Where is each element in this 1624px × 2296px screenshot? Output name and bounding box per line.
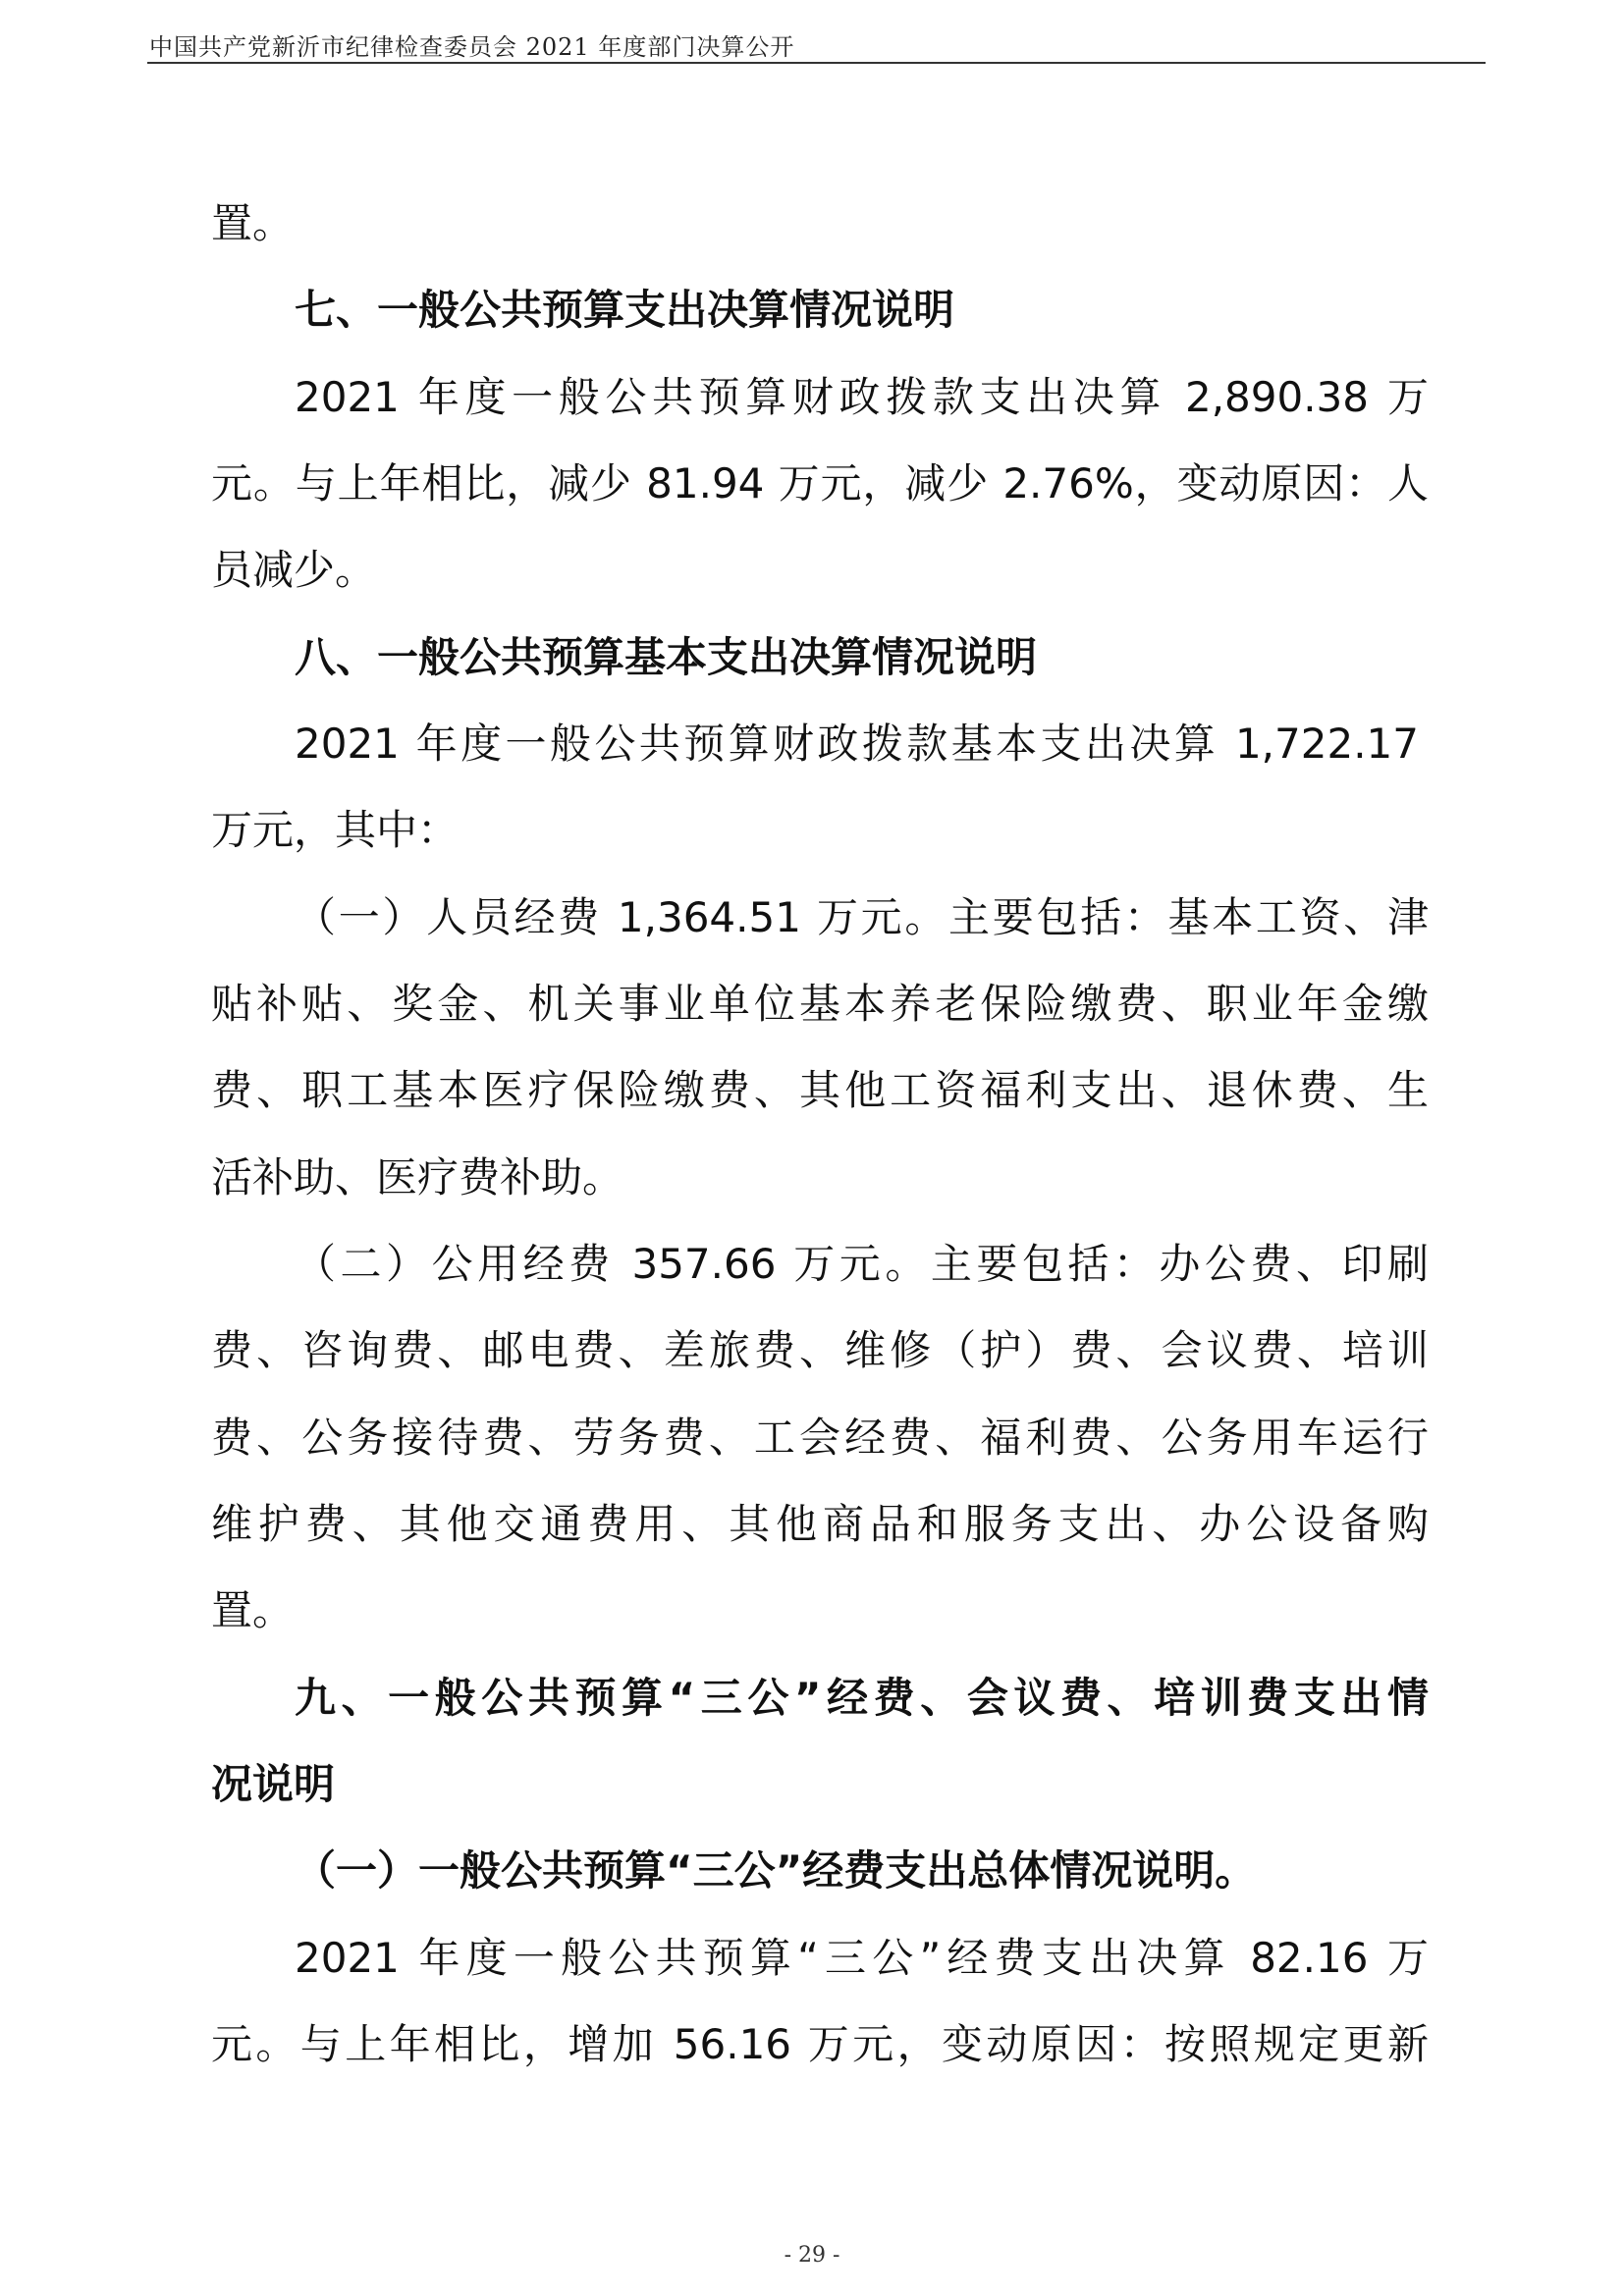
- paragraph-line: 置。: [211, 1586, 295, 1634]
- page-number: - 29 -: [784, 2243, 840, 2268]
- section-heading-9-cont: 况说明: [211, 1760, 336, 1808]
- section-heading-7: 七、一般公共预算支出决算情况说明: [295, 286, 955, 334]
- paragraph-line: 维护费、其他交通费用、其他商品和服务支出、办公设备购: [211, 1500, 1429, 1548]
- paragraph-line: （二）公用经费 357.66 万元。主要包括：办公费、印刷: [295, 1240, 1429, 1288]
- running-header: 中国共产党新沂市纪律检查委员会 2021 年度部门决算公开: [149, 33, 795, 61]
- subsection-heading: （一）一般公共预算“三公”经费支出总体情况说明。: [295, 1846, 1257, 1895]
- section-heading-8: 八、一般公共预算基本支出决算情况说明: [295, 633, 1038, 681]
- paragraph-line: 贴补贴、奖金、机关事业单位基本养老保险缴费、职业年金缴: [211, 980, 1429, 1028]
- paragraph-line: 员减少。: [211, 546, 377, 594]
- paragraph-line: 费、职工基本医疗保险缴费、其他工资福利支出、退休费、生: [211, 1066, 1429, 1114]
- paragraph-line: 万元，其中：: [211, 806, 460, 854]
- paragraph-line: 活补助、医疗费补助。: [211, 1153, 624, 1201]
- paragraph-line: 2021 年度一般公共预算“三公”经费支出决算 82.16 万: [295, 1934, 1429, 1982]
- paragraph-line: （一）人员经费 1,364.51 万元。主要包括：基本工资、津: [295, 893, 1429, 941]
- paragraph-line: 2021 年度一般公共预算财政拨款基本支出决算 1,722.17: [295, 720, 1419, 768]
- header-divider: [147, 62, 1486, 64]
- paragraph-line: 元。与上年相比，减少 81.94 万元，减少 2.76%，变动原因：人: [211, 459, 1429, 507]
- paragraph-line: 置。: [211, 199, 295, 247]
- paragraph-line: 2021 年度一般公共预算财政拨款支出决算 2,890.38 万: [295, 373, 1429, 421]
- section-heading-9: 九、一般公共预算“三公”经费、会议费、培训费支出情: [295, 1674, 1429, 1722]
- paragraph-line: 费、咨询费、邮电费、差旅费、维修（护）费、会议费、培训: [211, 1326, 1429, 1374]
- paragraph-line: 费、公务接待费、劳务费、工会经费、福利费、公务用车运行: [211, 1414, 1429, 1462]
- paragraph-line: 元。与上年相比，增加 56.16 万元，变动原因：按照规定更新: [211, 2020, 1429, 2068]
